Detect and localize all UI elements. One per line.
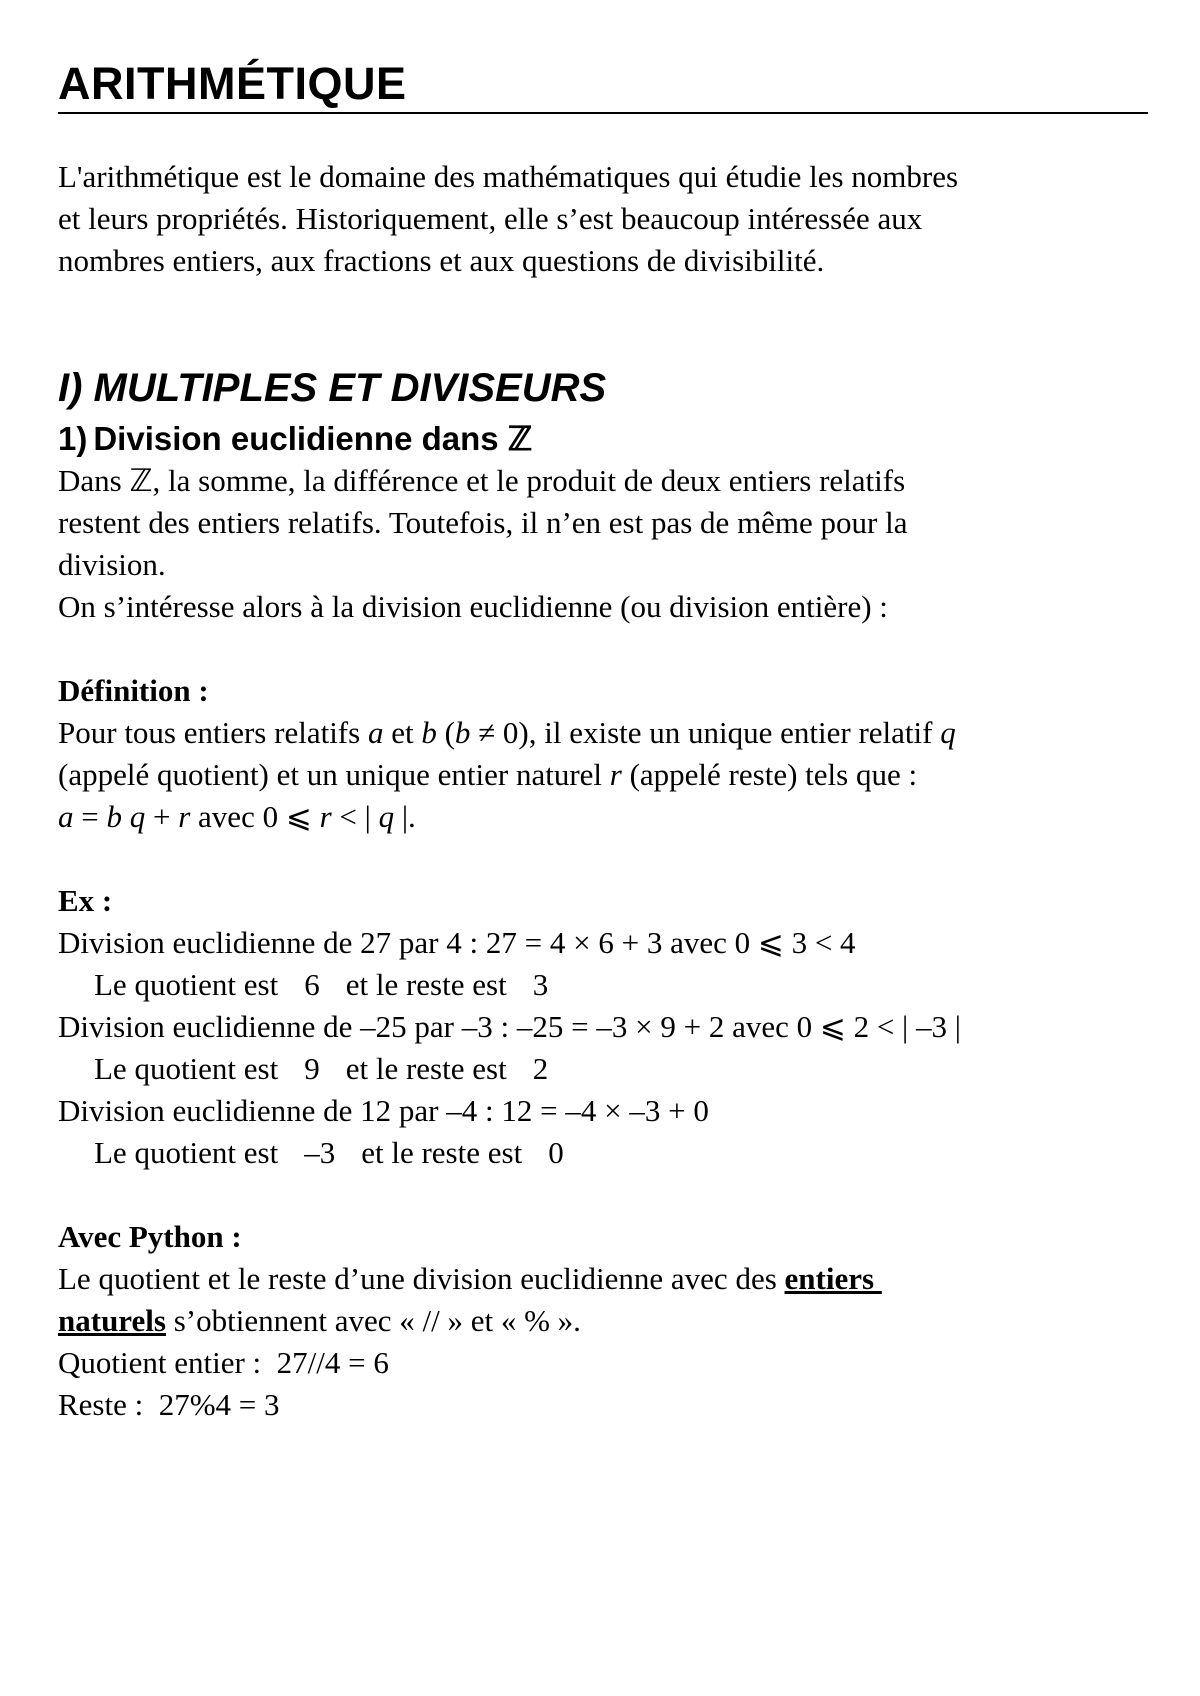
document-page — [58, 58, 1148, 1426]
intro-paragraph — [58, 156, 1148, 282]
example-result: Le quotient est 9 et le reste est 2 — [94, 1051, 549, 1086]
paragraph-line: Dans ℤ, la somme, la différence et le produit de deux entiers relatifs — [58, 463, 906, 498]
subsection-number: 1) — [58, 420, 88, 457]
example-result: Le quotient est 6 et le reste est 3 — [94, 967, 549, 1002]
python-label: Avec Python : — [58, 1219, 242, 1254]
page-title: ARITHMÉTIQUE — [58, 58, 1148, 114]
example-division: Division euclidienne de –25 par –3 : –25 = –3 × 9 + 2 avec 0 ⩽ 2 < | –3 | — [58, 1009, 961, 1044]
example-division: Division euclidienne de 12 par –4 : 12 = –4 × –3 + 0 — [58, 1093, 709, 1128]
examples-block — [58, 880, 1148, 1174]
definition-block — [58, 670, 1148, 838]
paragraph-line: division. — [58, 547, 166, 582]
subsection-title — [58, 418, 1148, 460]
example-division: Division euclidienne de 27 par 4 : 27 = 4 × 6 + 3 avec 0 ⩽ 3 < 4 — [58, 925, 856, 960]
python-line-2: naturels s’obtiennent avec « // » et « % ». — [58, 1303, 581, 1338]
intro-line: L'arithmétique est le domaine des mathématiques qui étudie les nombres — [58, 159, 959, 194]
section-title: I) MULTIPLES ET DIVISEURS — [58, 366, 607, 410]
definition-line-1: Pour tous entiers relatifs a et b (b ≠ 0), il existe un unique entier relatif q — [58, 715, 956, 750]
examples-label: Ex : — [58, 883, 113, 918]
paragraph-line: restent des entiers relatifs. Toutefois, il n’en est pas de même pour la — [58, 505, 908, 540]
intro-line: et leurs propriétés. Historiquement, elle s’est beaucoup intéressée aux — [58, 201, 923, 236]
example-result: Le quotient est –3 et le reste est 0 — [94, 1135, 564, 1170]
paragraph-line: On s’intéresse alors à la division euclidienne (ou division entière) : — [58, 589, 888, 624]
python-reste: Reste : 27%4 = 3 — [58, 1387, 280, 1422]
subsection-label: Division euclidienne dans ℤ — [93, 420, 533, 457]
python-line-1: Le quotient et le reste d’une division euclidienne avec des entiers — [58, 1261, 882, 1296]
definition-formula: a = b q + r avec 0 ⩽ r < | q |. — [58, 799, 416, 834]
python-quotient: Quotient entier : 27//4 = 6 — [58, 1345, 389, 1380]
intro-line: nombres entiers, aux fractions et aux questions de divisibilité. — [58, 243, 825, 278]
python-block — [58, 1216, 1148, 1426]
division-paragraph — [58, 460, 1148, 628]
definition-label: Définition : — [58, 673, 209, 708]
definition-line-2: (appelé quotient) et un unique entier naturel r (appelé reste) tels que : — [58, 757, 918, 792]
